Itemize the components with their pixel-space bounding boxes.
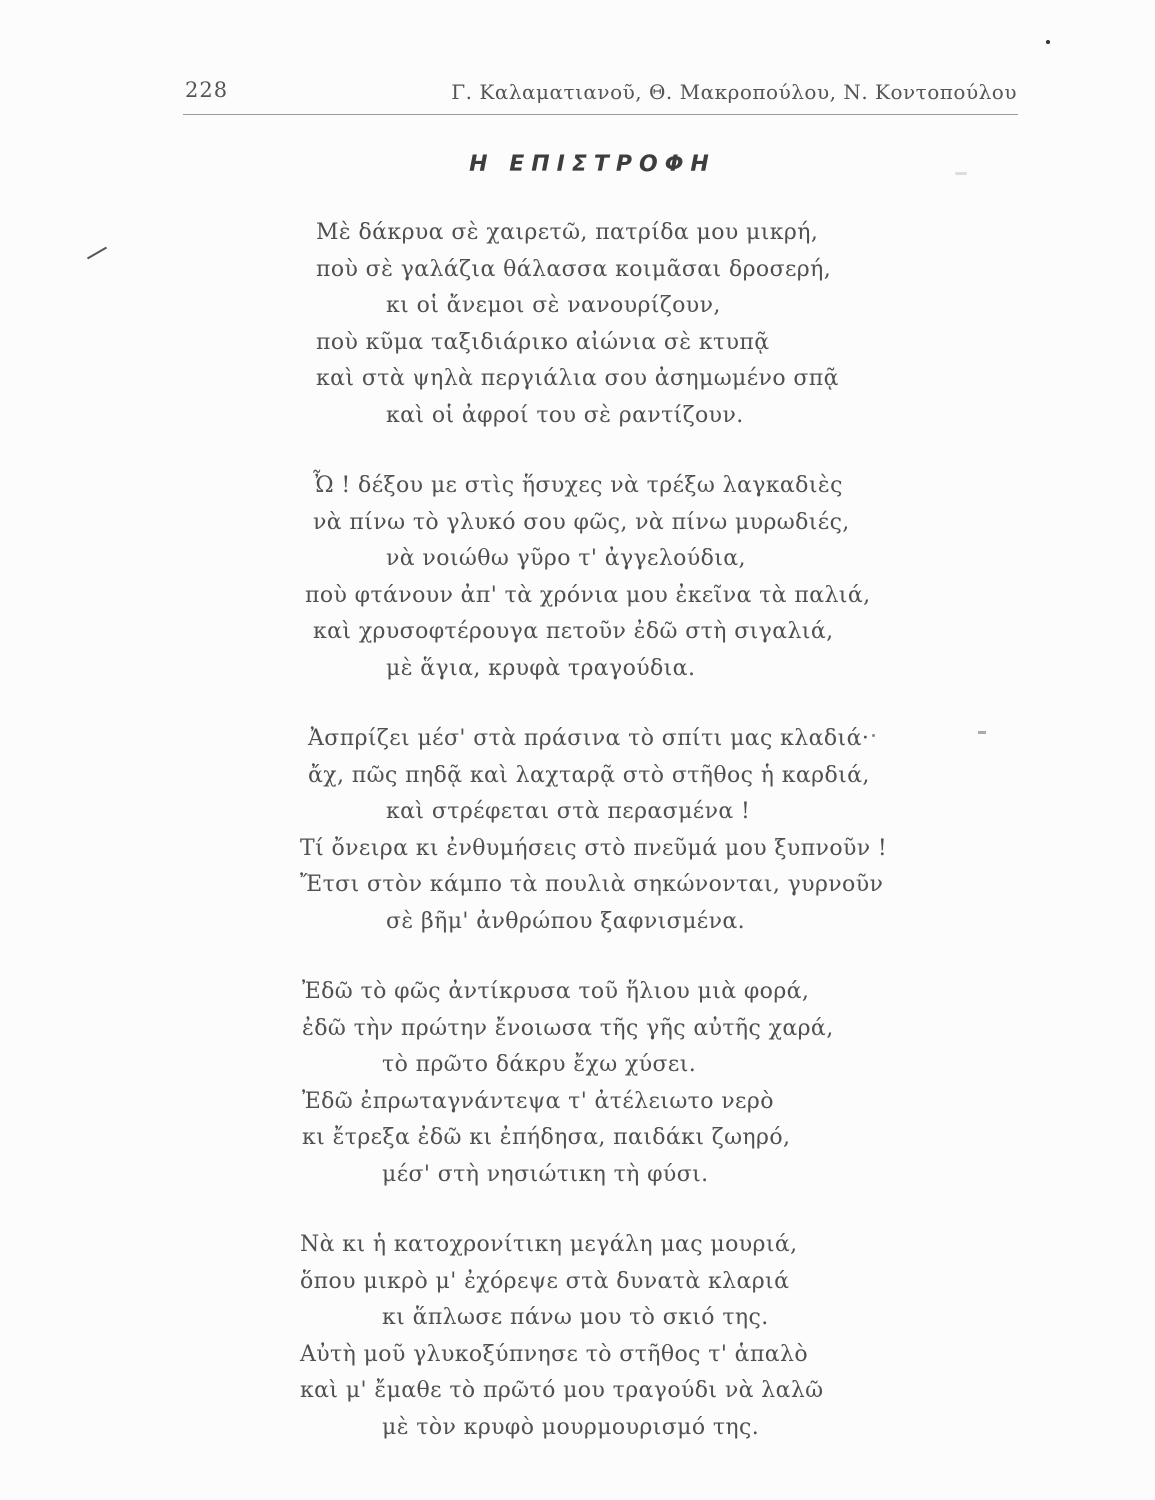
poem-line: καὶ οἱ ἀφροί του σὲ ραντίζουν. — [386, 402, 744, 428]
poem-line: κι ἔτρεξα ἐδῶ κι ἐπήδησα, παιδάκι ζωηρό, — [302, 1125, 791, 1150]
poem-line: κι ἅπλωσε πάνω μου τὸ σκιό της. — [382, 1305, 769, 1330]
poem-line: Ὦ ! δέξου με στὶς ἥσυχες νὰ τρέξω λαγκαδιὲς — [313, 473, 843, 498]
scan-speck — [872, 734, 875, 737]
running-head-authors: Γ. Καλαματιανοῦ, Θ. Μακροπούλου, Ν. Κοντοπούλου — [451, 80, 1017, 104]
scan-speck — [955, 172, 967, 175]
poem-line: καὶ μ' ἔμαθε τὸ πρῶτό μου τραγούδι νὰ λαλῶ — [300, 1378, 824, 1403]
poem-line: Αὐτὴ μοῦ γλυκοξύπνησε τὸ στῆθος τ' ἁπαλὸ — [300, 1341, 809, 1367]
stanza-4 — [0, 974, 1155, 1193]
poem-line: καὶ χρυσοφτέρουγα πετοῦν ἐδῶ στὴ σιγαλιά, — [313, 619, 834, 644]
poem-line: καὶ στὰ ψηλὰ περγιάλια σου ἀσημωμένο σπᾷ — [316, 366, 839, 391]
poem-line: ἄχ, πῶς πηδᾷ καὶ λαχταρᾷ στὸ στῆθος ἡ καρδιά, — [308, 762, 870, 788]
scan-speck — [1046, 40, 1050, 44]
poem-line: ποὺ φτάνουν ἀπ' τὰ χρόνια μου ἐκεῖνα τὰ παλιά, — [305, 582, 871, 608]
poem-line: ποὺ σὲ γαλάζια θάλασσα κοιμᾶσαι δροσερή, — [316, 256, 832, 282]
poem-line: Ἔτσι στὸν κάμπο τὰ πουλιὰ σηκώνονται, γυρνοῦν — [300, 872, 884, 897]
poem-line: σὲ βῆμ' ἀνθρώπου ξαφνισμένα. — [386, 908, 745, 934]
poem-line: μὲ ἅγια, κρυφὰ τραγούδια. — [386, 655, 696, 681]
stanza-1 — [0, 215, 1155, 434]
stanza-5 — [0, 1227, 1155, 1446]
poem-line: Ἐδῶ ἐπρωταγνάντεψα τ' ἀτέλειωτο νερὸ — [302, 1088, 774, 1114]
poem-line: Τί ὄνειρα κι ἐνθυμήσεις στὸ πνεῦμά μου ξυπνοῦν ! — [300, 835, 888, 861]
poem-line: τὸ πρῶτο δάκρυ ἔχω χύσει. — [382, 1052, 697, 1077]
poem-line: ὅπου μικρὸ μ' ἐχόρεψε στὰ δυνατὰ κλαριά — [300, 1268, 790, 1294]
poem-line: Ἐδῶ τὸ φῶς ἀντίκρυσα τοῦ ἥλιου μιὰ φορά, — [302, 979, 810, 1004]
poem-line: νὰ πίνω τὸ γλυκό σου φῶς, νὰ πίνω μυρωδιές, — [313, 509, 850, 535]
poem-body — [0, 215, 1155, 1480]
poem-line: ἐδῶ τὴν πρώτην ἔνοιωσα τῆς γῆς αὐτῆς χαρά, — [302, 1015, 834, 1041]
stanza-2 — [0, 468, 1155, 687]
poem-line: Νὰ κι ἡ κατοχρονίτικη μεγάλη μας μουριά, — [300, 1232, 798, 1257]
poem-line: νὰ νοιώθω γῦρο τ' ἀγγελούδια, — [386, 546, 746, 571]
poem-line: μέσ' στὴ νησιώτικη τὴ φύσι. — [382, 1161, 709, 1187]
poem-line: Μὲ δάκρυα σὲ χαιρετῶ, πατρίδα μου μικρή, — [316, 220, 819, 245]
scan-speck — [978, 731, 986, 734]
poem-line: ποὺ κῦμα ταξιδιάρικο αἰώνια σὲ κτυπᾷ — [316, 329, 770, 355]
page-number: 228 — [185, 78, 229, 102]
poem-line: μὲ τὸν κρυφὸ μουρμουρισμό της. — [382, 1414, 760, 1440]
poem-line: καὶ στρέφεται στὰ περασμένα ! — [386, 799, 751, 824]
header-rule — [183, 114, 1018, 115]
poem-title: Η ΕΠΙΣΤΡΟΦΗ — [469, 152, 716, 177]
poem-line: Ἀσπρίζει μέσ' στὰ πράσινα τὸ σπίτι μας κλαδιά· — [308, 726, 870, 751]
stanza-3 — [0, 721, 1155, 940]
poem-line: κι οἱ ἄνεμοι σὲ νανουρίζουν, — [386, 293, 721, 318]
